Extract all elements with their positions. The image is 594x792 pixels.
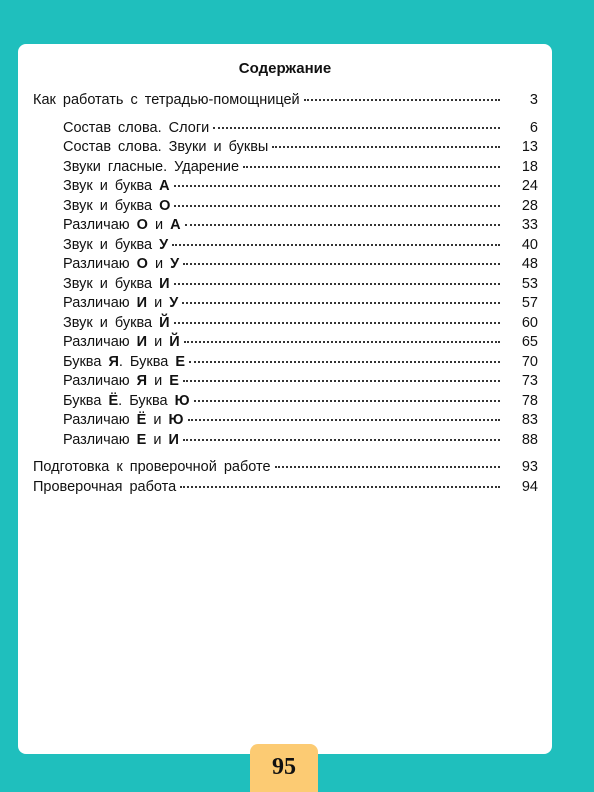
toc-entry[interactable] [33,236,538,256]
toc-entry-text: Состав слова. Звуки и буквы [63,139,269,155]
toc-dot-leader [275,466,500,468]
page-title: Содержание [238,60,332,77]
toc-entry[interactable] [33,275,538,295]
toc-entry-text: Различаю [63,295,137,311]
toc-entry-title [63,314,170,334]
toc-entry-text: Различаю [63,217,137,233]
toc-entry-letter: А [159,178,170,194]
toc-entry-letter: О [159,197,171,214]
toc-entry-title [63,275,170,295]
toc-entry-title [63,372,179,392]
toc-entry-page: 73 [521,373,538,389]
toc-entry-text: Буква [63,392,109,409]
toc-entry[interactable] [33,411,538,431]
toc-entry[interactable] [33,392,538,412]
toc-entry-letter: И [136,295,148,311]
toc-entry-letter: Ю [174,392,190,409]
toc-dot-leader [172,244,500,246]
toc-dot-leader [194,400,500,402]
toc-entry-letter: Й [169,334,180,350]
toc-entry[interactable] [33,431,538,451]
toc-gap [33,450,538,458]
toc-entry-letter: Я [136,373,148,389]
toc-entry-text: Различаю [63,431,137,448]
toc-dot-leader [174,185,500,187]
toc-dot-leader [243,166,500,168]
content-page [18,44,552,754]
toc-entry[interactable] [33,216,538,236]
toc-entry-title [33,458,271,478]
toc-entry-text: . Буква [118,392,175,409]
toc-entry-page: 83 [521,412,538,428]
toc-entry-title [63,216,181,236]
toc-entry-page: 70 [521,353,538,370]
toc-entry-letter: У [169,295,179,311]
toc-entry-page: 48 [521,256,538,272]
toc-entry-page: 33 [521,217,538,233]
toc-dot-leader [180,486,500,488]
toc-entry-text: Звук и буква [63,236,160,253]
toc-entry-page: 53 [521,275,538,292]
toc-entry-text: Как работать с тетрадью-помощницей [33,92,300,108]
toc-entry-text: . Буква [118,353,176,370]
toc-dot-leader [183,263,500,265]
toc-entry-letter: О [136,256,148,272]
toc-entry-page: 13 [521,139,538,155]
toc-entry-title [63,236,168,256]
toc-entry-text: Звук и буква [63,197,160,214]
toc-entry-title [63,255,179,275]
toc-entry-title [63,333,180,353]
toc-entry-title [63,119,209,139]
toc-dot-leader [174,205,500,207]
toc-entry-letter: У [170,256,180,272]
toc-entry-text: и [147,256,171,272]
toc-entry-page: 6 [529,119,538,136]
toc-entry-title [63,411,184,431]
toc-entry-letter: И [159,275,170,292]
toc-entry-title [33,91,300,111]
toc-entry-letter: Й [159,314,170,331]
toc-entry-letter: Я [108,353,119,370]
toc-entry-title [63,392,190,412]
toc-entry[interactable] [33,138,538,158]
toc-entry-text: и [147,373,170,389]
toc-entry-text: Проверочная работа [33,478,177,495]
toc-entry-letter: И [168,431,179,448]
toc-dot-leader [188,419,501,421]
toc-entry-text: и [147,295,170,311]
toc-entry-text: и [147,217,171,233]
toc-entry-letter: Е [175,353,186,370]
toc-entry-letter: Ё [108,392,119,409]
toc-dot-leader [304,99,500,101]
toc-dot-leader [174,283,500,285]
toc-entry[interactable] [33,333,538,353]
toc-entry-letter: О [136,217,148,233]
toc-entry-page: 65 [521,334,538,350]
toc-entry[interactable] [33,119,538,139]
toc-entry-text: и [147,334,170,350]
toc-entry[interactable] [33,91,538,111]
toc-entry[interactable] [33,478,538,498]
toc-entry-page: 18 [521,158,538,175]
toc-entry-text: и [146,412,169,428]
toc-entry-page: 40 [521,236,538,253]
toc-entry-title [63,294,178,314]
toc-entry-text: Подготовка к проверочной работе [33,459,271,475]
toc-entry-page: 3 [529,92,538,108]
toc-entry-title [63,158,239,178]
toc-entry-text: Буква [63,353,109,370]
toc-entry[interactable] [33,294,538,314]
toc-entry-text: Звук и буква [63,314,160,331]
toc-dot-leader [272,146,500,148]
toc-dot-leader [185,224,500,226]
toc-dot-leader [189,361,500,363]
toc-entry-text: Различаю [63,256,137,272]
toc-entry-page: 78 [521,392,538,409]
toc-entry-text: Различаю [63,373,137,389]
toc-entry-page: 94 [521,478,538,495]
toc-dot-leader [213,127,500,129]
toc-entry-title [63,431,179,451]
toc-entry[interactable] [33,314,538,334]
toc-entry-page: 60 [521,314,538,331]
toc-dot-leader [183,380,500,382]
toc-dot-leader [183,439,500,441]
toc-entry-text: Звуки гласные. Ударение [63,158,240,175]
toc-entry-letter: Е [136,431,147,448]
toc-entry-letter: И [136,334,148,350]
toc-entry-page: 28 [521,197,538,214]
toc-entry[interactable] [33,255,538,275]
toc-entry[interactable] [33,372,538,392]
toc-entry[interactable] [33,177,538,197]
toc-entry-text: Звук и буква [63,178,160,194]
toc-entry-letter: У [159,236,169,253]
toc-entry-page: 93 [521,459,538,475]
toc-dot-leader [174,322,500,324]
toc-dot-leader [184,341,500,343]
toc-entry-text: Состав слова. Слоги [63,119,210,136]
toc-entry-page: 24 [521,178,538,194]
toc-entry-title [63,177,170,197]
toc-entry-page: 57 [521,295,538,311]
toc-entry-page: 88 [521,431,538,448]
table-of-contents [33,91,538,497]
toc-entry[interactable] [33,353,538,373]
toc-entry-title [63,138,268,158]
toc-entry-text: Различаю [63,412,137,428]
toc-entry[interactable] [33,197,538,217]
toc-entry-text: Различаю [63,334,137,350]
toc-entry-letter: Ю [168,412,184,428]
toc-entry-text: Звук и буква [63,275,160,292]
toc-entry-letter: Ё [136,412,147,428]
toc-entry[interactable] [33,458,538,478]
toc-entry[interactable] [33,158,538,178]
toc-entry-title [63,353,185,373]
toc-entry-text: и [146,431,169,448]
toc-gap [33,111,538,119]
toc-entry-letter: Е [169,373,179,389]
toc-entry-title [33,478,176,498]
page-number: 95 [250,744,318,792]
toc-entry-letter: А [170,217,181,233]
toc-dot-leader [182,302,500,304]
toc-entry-title [63,197,170,217]
